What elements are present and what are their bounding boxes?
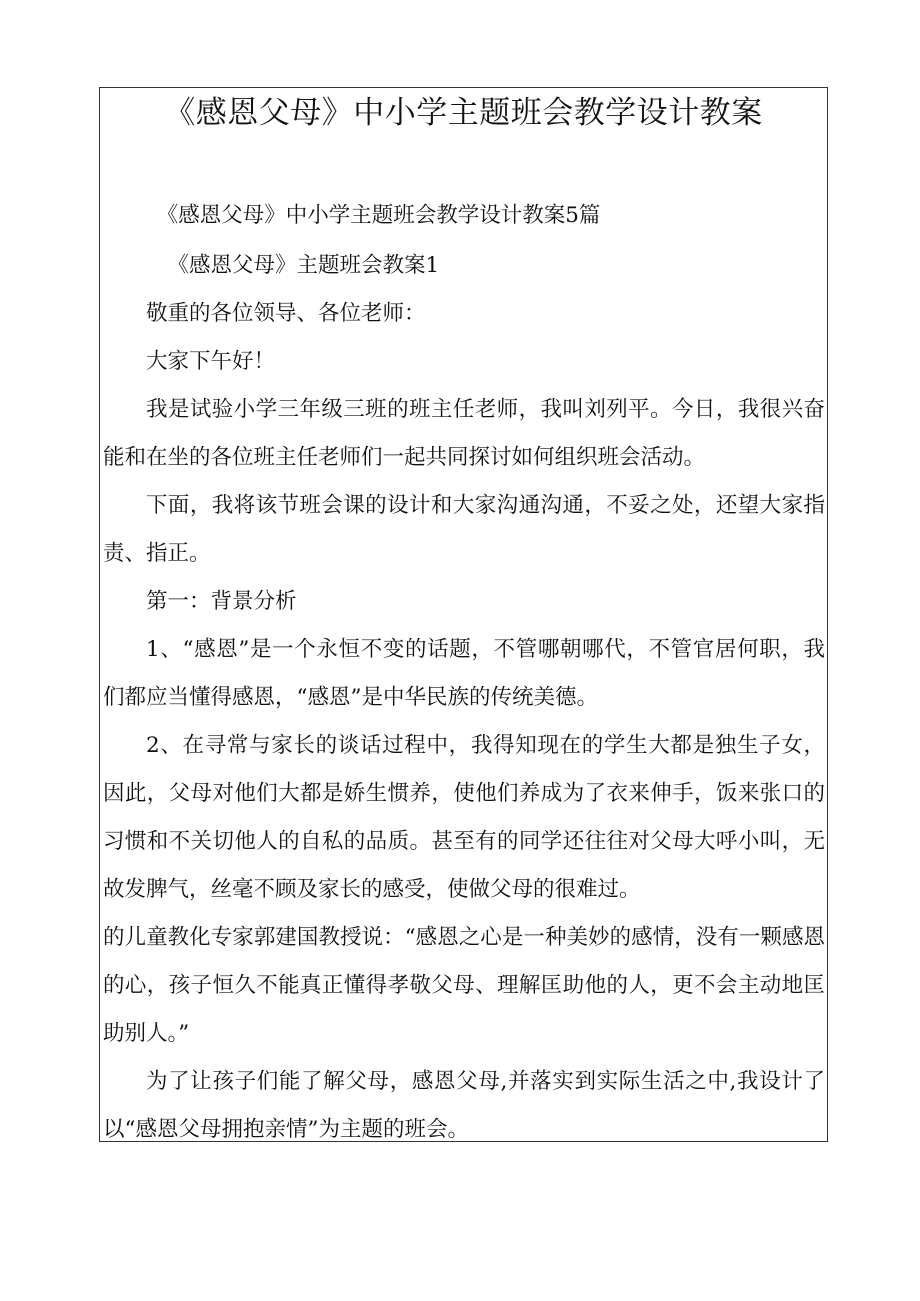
document-body bbox=[103, 192, 825, 1154]
paragraph-purpose: 下面，我将该节班会课的设计和大家沟通沟通，不妥之处，还望大家指责、指正。 bbox=[103, 493, 825, 566]
section-heading-background: 第一：背景分析 bbox=[146, 589, 297, 614]
document-title: 《感恩父母》中小学主题班会教学设计教案 bbox=[164, 95, 763, 131]
paragraph-introduction: 我是试验小学三年级三班的班主任老师，我叫刘列平。今日，我很兴奋能和在坐的各位班主任老师们一起共同探讨如何组织班会活动。 bbox=[103, 397, 825, 470]
paragraph-quote: 的儿童教化专家郭建国教授说：“感恩之心是一种美妙的感情，没有一颗感恩的心，孩子恒久不能真正懂得孝敬父母、理解匡助他的人，更不会主动地匡助别人。” bbox=[103, 925, 825, 1046]
paragraph-conclusion: 为了让孩子们能了解父母，感恩父母,并落实到实际生活之中,我设计了以“感恩父母拥抱亲情”为主题的班会。 bbox=[103, 1069, 825, 1142]
paragraph-salutation: 敬重的各位领导、各位老师： bbox=[146, 301, 426, 326]
document-frame bbox=[99, 87, 828, 1142]
section-heading: 《感恩父母》主题班会教案1 bbox=[167, 253, 440, 278]
paragraph-point-2: 2、在寻常与家长的谈话过程中，我得知现在的学生大都是独生子女，因此，父母对他们大都是娇生惯养，使他们养成为了衣来伸手，饭来张口的习惯和不关切他人的自私的品质。甚至有的同学还往往对父母大呼小叫，无故发脾气，丝毫不顾及家长的感受，使做父母的很难过。 bbox=[103, 733, 825, 902]
paragraph-point-1: 1、“感恩”是一个永恒不变的话题，不管哪朝哪代，不管官居何职，我们都应当懂得感恩，“感恩”是中华民族的传统美德。 bbox=[103, 637, 825, 710]
document-subtitle: 《感恩父母》中小学主题班会教学设计教案5篇 bbox=[156, 203, 601, 228]
paragraph-greeting: 大家下午好！ bbox=[146, 349, 276, 374]
